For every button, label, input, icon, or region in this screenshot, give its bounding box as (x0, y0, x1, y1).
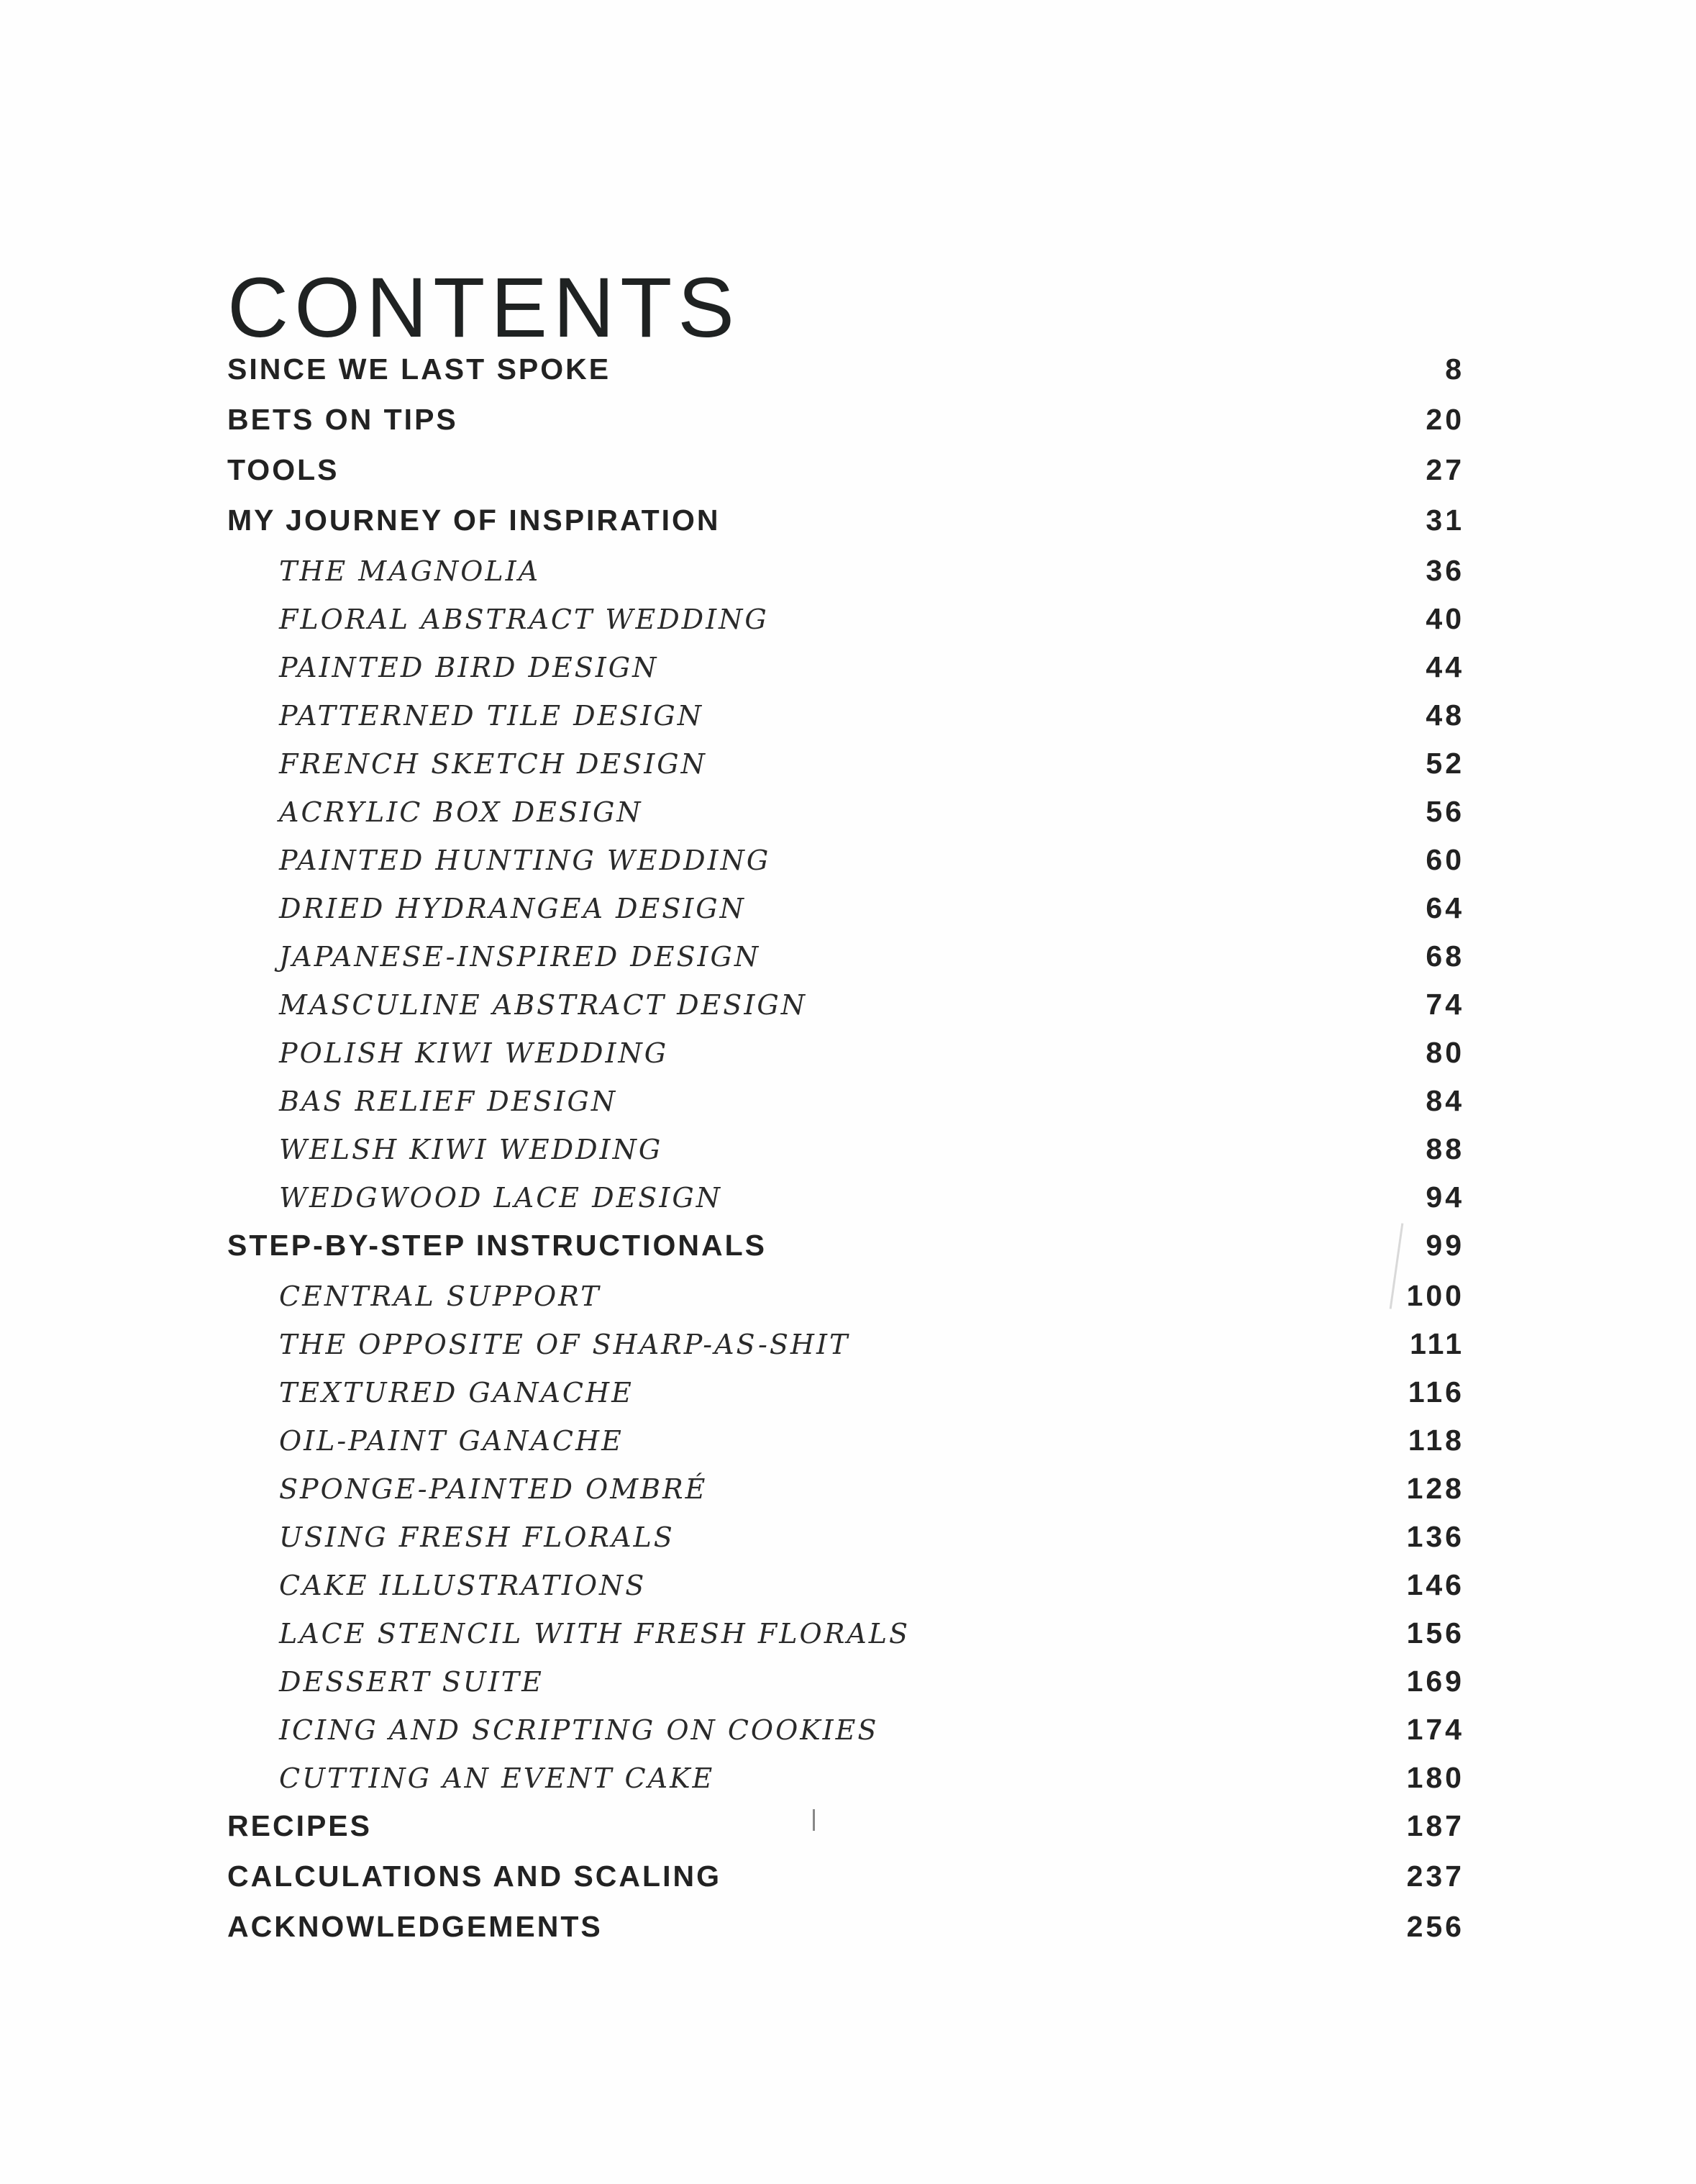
toc-entry[interactable] (227, 1229, 1464, 1279)
toc-subentry[interactable] (227, 1279, 1464, 1327)
toc-entry[interactable] (227, 504, 1464, 554)
toc-subentry-title: MASCULINE ABSTRACT DESIGN (279, 989, 807, 1021)
toc-subentry-page: 44 (1426, 650, 1464, 683)
toc-subentry-page: 84 (1426, 1084, 1464, 1117)
toc-subentry-page: 60 (1426, 843, 1464, 876)
toc-subentry[interactable] (227, 988, 1464, 1036)
toc-subentry-title: ICING AND SCRIPTING ON COOKIES (279, 1714, 879, 1746)
toc-subentry-page: 36 (1426, 554, 1464, 587)
toc-entry-page: 256 (1406, 1910, 1464, 1943)
toc-subentry[interactable] (227, 939, 1464, 988)
toc-subentry-title: PAINTED BIRD DESIGN (279, 652, 659, 683)
toc-subentry[interactable] (227, 1472, 1464, 1520)
toc-entry-page: 187 (1406, 1809, 1464, 1842)
toc-subentry-title: WEDGWOOD LACE DESIGN (279, 1182, 722, 1214)
toc-subentry[interactable] (227, 747, 1464, 795)
toc-subentry-page: 94 (1426, 1180, 1464, 1214)
toc-subentry-page: 52 (1426, 747, 1464, 780)
toc-entry[interactable] (227, 1860, 1464, 1910)
toc-entry[interactable] (227, 1910, 1464, 1960)
toc-subentry-title: DRIED HYDRANGEA DESIGN (279, 893, 746, 924)
toc-subentry-page: 40 (1426, 602, 1464, 635)
toc-subentry-title: LACE STENCIL WITH FRESH FLORALS (279, 1618, 911, 1650)
toc-entry[interactable] (227, 453, 1464, 504)
toc-subentry-title: FLORAL ABSTRACT WEDDING (279, 604, 769, 635)
toc-entry[interactable] (227, 403, 1464, 453)
toc-entry-page: 20 (1426, 403, 1464, 436)
toc-subentry-title: TEXTURED GANACHE (279, 1377, 634, 1409)
toc-subentry[interactable] (227, 1132, 1464, 1180)
toc-subentry-page: 156 (1406, 1616, 1464, 1650)
toc-entry-title: STEP-BY-STEP INSTRUCTIONALS (227, 1229, 767, 1262)
toc-subentry[interactable] (227, 1327, 1464, 1375)
toc-subentry-page: 111 (1410, 1327, 1464, 1360)
toc-subentry-title: BAS RELIEF DESIGN (279, 1086, 618, 1117)
toc-subentry[interactable] (227, 650, 1464, 699)
toc-subentry-title: OIL-PAINT GANACHE (279, 1425, 624, 1457)
toc-entry-page: 27 (1426, 453, 1464, 486)
toc-subentry-page: 136 (1406, 1520, 1464, 1553)
toc-subentry[interactable] (227, 554, 1464, 602)
toc-subentry-page: 116 (1408, 1375, 1464, 1409)
toc-subentry[interactable] (227, 1375, 1464, 1424)
toc-subentry[interactable] (227, 891, 1464, 939)
toc-subentry[interactable] (227, 1616, 1464, 1665)
toc-subentry[interactable] (227, 843, 1464, 891)
toc-subentry-title: PAINTED HUNTING WEDDING (279, 845, 771, 876)
toc-entry-title: CALCULATIONS AND SCALING (227, 1860, 721, 1893)
toc-subentry-title: THE OPPOSITE OF SHARP-AS-SHIT (279, 1329, 850, 1360)
toc-subentry-page: 146 (1406, 1568, 1464, 1601)
toc-subentry[interactable] (227, 1761, 1464, 1809)
toc-subentry-title: THE MAGNOLIA (279, 555, 541, 587)
toc-subentry[interactable] (227, 1520, 1464, 1568)
toc-subentry-title: SPONGE-PAINTED OMBRÉ (279, 1473, 708, 1505)
toc-subentry-page: 128 (1406, 1472, 1464, 1505)
toc-subentry-page: 48 (1426, 699, 1464, 732)
toc-subentry-title: JAPANESE-INSPIRED DESIGN (279, 941, 761, 973)
toc-subentry-title: FRENCH SKETCH DESIGN (279, 748, 707, 780)
toc-subentry[interactable] (227, 1424, 1464, 1472)
toc-subentry-page: 88 (1426, 1132, 1464, 1165)
toc-subentry-title: DESSERT SUITE (279, 1666, 544, 1698)
toc-entry[interactable] (227, 1809, 1464, 1860)
toc-subentry[interactable] (227, 1084, 1464, 1132)
toc-entry-page: 8 (1445, 352, 1464, 386)
toc-subentry-page: 100 (1406, 1279, 1464, 1312)
toc-subentry-title: USING FRESH FLORALS (279, 1521, 675, 1553)
toc-entry[interactable] (227, 352, 1464, 403)
toc-subentry-page: 68 (1426, 939, 1464, 973)
toc-entry-page: 237 (1406, 1860, 1464, 1893)
toc-subentry[interactable] (227, 602, 1464, 650)
toc-subentry-page: 56 (1426, 795, 1464, 828)
toc-subentry-page: 169 (1406, 1665, 1464, 1698)
toc-subentry-page: 118 (1408, 1424, 1464, 1457)
table-of-contents (227, 352, 1464, 1960)
toc-subentry-title: PATTERNED TILE DESIGN (279, 700, 703, 732)
toc-entry-page: 31 (1426, 504, 1464, 537)
toc-subentry-title: WELSH KIWI WEDDING (279, 1134, 663, 1165)
toc-entry-title: TOOLS (227, 453, 339, 486)
toc-subentry-page: 74 (1426, 988, 1464, 1021)
toc-subentry-title: CUTTING AN EVENT CAKE (279, 1762, 715, 1794)
page-title: CONTENTS (227, 260, 740, 356)
toc-entry-title: BETS ON TIPS (227, 403, 458, 436)
toc-subentry-title: ACRYLIC BOX DESIGN (279, 796, 643, 828)
toc-subentry-title: CENTRAL SUPPORT (279, 1280, 601, 1312)
toc-subentry[interactable] (227, 1036, 1464, 1084)
toc-subentry-page: 64 (1426, 891, 1464, 924)
toc-entry-page: 99 (1426, 1229, 1464, 1262)
toc-entry-title: RECIPES (227, 1809, 372, 1842)
toc-subentry-page: 180 (1406, 1761, 1464, 1794)
toc-subentry[interactable] (227, 699, 1464, 747)
toc-subentry[interactable] (227, 1665, 1464, 1713)
toc-subentry-title: POLISH KIWI WEDDING (279, 1037, 669, 1069)
toc-subentry-page: 80 (1426, 1036, 1464, 1069)
toc-subentry[interactable] (227, 1713, 1464, 1761)
toc-subentry-page: 174 (1406, 1713, 1464, 1746)
toc-entry-title: MY JOURNEY OF INSPIRATION (227, 504, 721, 537)
toc-entry-title: SINCE WE LAST SPOKE (227, 352, 611, 386)
toc-subentry[interactable] (227, 795, 1464, 843)
toc-subentry[interactable] (227, 1180, 1464, 1229)
toc-subentry-title: CAKE ILLUSTRATIONS (279, 1570, 647, 1601)
toc-entry-title: ACKNOWLEDGEMENTS (227, 1910, 603, 1943)
toc-subentry[interactable] (227, 1568, 1464, 1616)
scan-artifact (813, 1809, 815, 1831)
